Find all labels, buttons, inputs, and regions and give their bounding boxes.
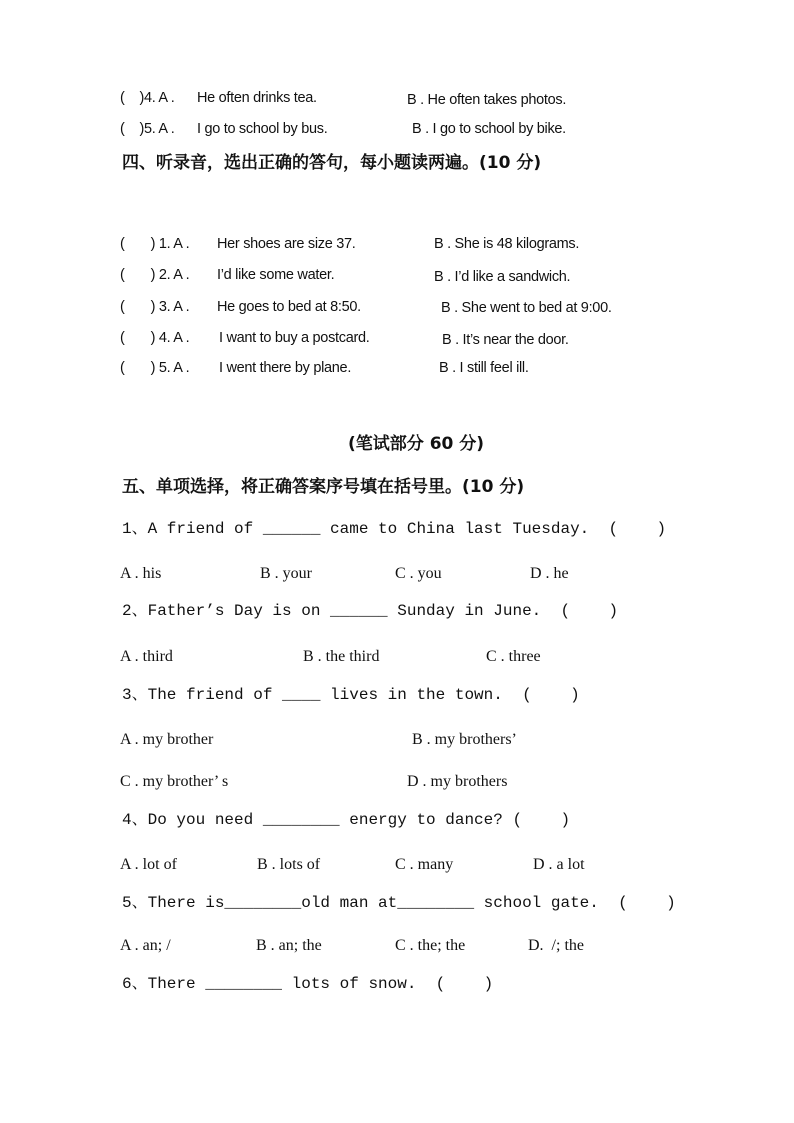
option-d[interactable]: D . my brothers xyxy=(407,773,508,790)
answer-bracket[interactable]: ( ) 3. A . xyxy=(120,299,190,315)
option-a: I went there by plane. xyxy=(219,360,352,376)
option-b: B . I still feel ill. xyxy=(439,360,529,376)
question-3-stem: 3、The friend of ____ lives in the town. ( ) xyxy=(122,686,580,704)
option-a: I go to school by bus. xyxy=(197,121,328,137)
option-b: B . I go to school by bike. xyxy=(412,121,566,137)
option-d[interactable]: D . he xyxy=(530,565,569,582)
question-5-stem: 5、There is________old man at________ school gate. ( ) xyxy=(122,894,676,912)
option-a[interactable]: A . his xyxy=(120,565,162,582)
option-b: B . She is 48 kilograms. xyxy=(434,236,580,252)
option-d[interactable]: D. /; the xyxy=(528,937,584,954)
option-a: I’d like some water. xyxy=(217,267,335,283)
answer-bracket[interactable]: ( ) 1. A . xyxy=(120,236,190,252)
option-c[interactable]: C . my brother’ s xyxy=(120,773,229,790)
written-part-title: (笔试部分 60 分) xyxy=(348,434,485,454)
option-b[interactable]: B . an; the xyxy=(256,937,322,954)
section-5-title: 五、单项选择，将正确答案序号填在括号里。(10 分) xyxy=(122,477,525,497)
option-a[interactable]: A . an; / xyxy=(120,937,171,954)
section-4-title: 四、听录音，选出正确的答句，每小题读两遍。(10 分) xyxy=(122,153,542,173)
option-c[interactable]: C . you xyxy=(395,565,442,582)
option-a[interactable]: A . lot of xyxy=(120,856,177,873)
option-d[interactable]: D . a lot xyxy=(533,856,585,873)
option-a[interactable]: A . my brother xyxy=(120,731,214,748)
option-b: B . She went to bed at 9:00. xyxy=(441,300,612,316)
option-c[interactable]: C . many xyxy=(395,856,454,873)
option-c[interactable]: C . the; the xyxy=(395,937,466,954)
option-b[interactable]: B . lots of xyxy=(257,856,321,873)
option-b[interactable]: B . the third xyxy=(303,648,380,665)
question-1-stem: 1、A friend of ______ came to China last Tuesday. ( ) xyxy=(122,520,667,538)
answer-bracket[interactable]: ( )4. A . xyxy=(120,90,175,106)
answer-bracket[interactable]: ( ) 5. A . xyxy=(120,360,190,376)
question-2-stem: 2、Father’s Day is on ______ Sunday in June. ( ) xyxy=(122,602,619,620)
question-4-stem: 4、Do you need ________ energy to dance? ( ) xyxy=(122,811,571,829)
option-a: He often drinks tea. xyxy=(197,90,317,106)
answer-bracket[interactable]: ( ) 4. A . xyxy=(120,330,190,346)
option-b: B . It’s near the door. xyxy=(442,332,569,348)
option-b[interactable]: B . your xyxy=(260,565,312,582)
option-a: Her shoes are size 37. xyxy=(217,236,356,252)
option-b[interactable]: B . my brothers’ xyxy=(412,731,517,748)
question-6-stem: 6、There ________ lots of snow. ( ) xyxy=(122,975,494,993)
answer-bracket[interactable]: ( ) 2. A . xyxy=(120,267,190,283)
option-b: B . He often takes photos. xyxy=(407,92,567,108)
option-a: I want to buy a postcard. xyxy=(219,330,370,346)
option-c[interactable]: C . three xyxy=(486,648,541,665)
option-b: B . I’d like a sandwich. xyxy=(434,269,571,285)
answer-bracket[interactable]: ( )5. A . xyxy=(120,121,175,137)
option-a: He goes to bed at 8:50. xyxy=(217,299,361,315)
option-a[interactable]: A . third xyxy=(120,648,173,665)
